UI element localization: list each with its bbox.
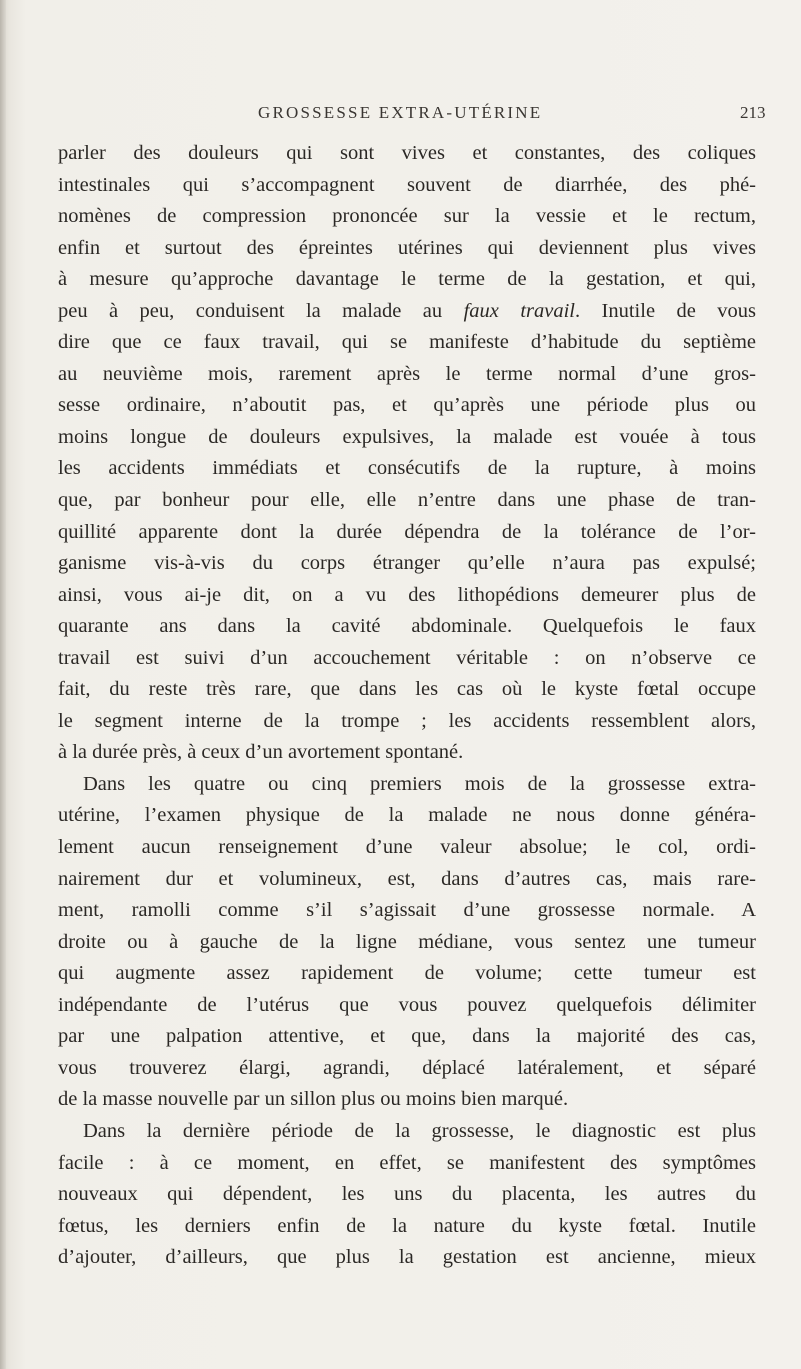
text-line: nomènes de compression prononcée sur la vessie et le rectum,	[58, 205, 756, 228]
text-line: les accidents immédiats et consécutifs de la rupture, à moins	[58, 457, 756, 480]
text-line: fœtus, les derniers enfin de la nature du kyste fœtal. Inutile	[58, 1214, 756, 1237]
text-line: lement aucun renseignement d’une valeur absolue; le col, ordi-	[58, 836, 756, 859]
text-line: ainsi, vous ai-je dit, on a vu des lithopédions demeurer plus de	[58, 583, 756, 606]
text-line: qui augmente assez rapidement de volume; cette tumeur est	[58, 962, 756, 985]
text-line: facile : à ce moment, en effet, se manifestent des symptômes	[58, 1151, 756, 1174]
text-line: d’ajouter, d’ailleurs, que plus la gestation est ancienne, mieux	[58, 1246, 756, 1269]
text-line: droite ou à gauche de la ligne médiane, vous sentez une tumeur	[58, 930, 756, 953]
text-line: travail est suivi d’un accouchement véritable : on n’observe ce	[58, 646, 756, 669]
text-line: ment, ramolli comme s’il s’agissait d’une grossesse normale. A	[58, 899, 756, 922]
text-line: indépendante de l’utérus que vous pouvez quelquefois délimiter	[58, 993, 756, 1016]
text-segment: peu à peu, conduisent la malade au	[58, 299, 464, 322]
text-line: parler des douleurs qui sont vives et constantes, des coliques	[58, 142, 756, 164]
text-line: dire que ce faux travail, qui se manifeste d’habitude du septième	[58, 331, 756, 354]
text-line: moins longue de douleurs expulsives, la malade est vouée à tous	[58, 425, 756, 448]
text-segment: . Inutile de vous	[574, 299, 756, 322]
running-title: GROSSESSE EXTRA-UTÉRINE	[258, 103, 543, 122]
text-line: à mesure qu’approche davantage le terme de la gestation, et qui,	[58, 268, 756, 291]
text-line: au neuvième mois, rarement après le terme normal d’une gros-	[58, 362, 756, 385]
text-line: ganisme vis-à-vis du corps étranger qu’elle n’aura pas expulsé;	[58, 552, 756, 575]
text-line: à la durée près, à ceux d’un avortement spontané.	[58, 741, 464, 764]
body-text	[58, 138, 756, 1274]
text-line: quillité apparente dont la durée dépendra de la tolérance de l’or-	[58, 520, 756, 543]
text-line: quarante ans dans la cavité abdominale. Quelquefois le faux	[58, 615, 756, 638]
text-line: enfin et surtout des épreintes utérines qui deviennent plus vives	[58, 236, 756, 259]
text-line: le segment interne de la trompe ; les accidents ressemblent alors,	[58, 709, 756, 732]
page-spine-shadow	[0, 0, 6, 1369]
text-line	[58, 296, 756, 328]
text-line: de la masse nouvelle par un sillon plus ou moins bien marqué.	[58, 1088, 569, 1111]
text-line: vous trouverez élargi, agrandi, déplacé latéralement, et séparé	[58, 1056, 756, 1079]
italic-term: faux travail	[463, 299, 575, 322]
page-number: 213	[740, 103, 766, 122]
text-line: sesse ordinaire, n’aboutit pas, et qu’après une période plus ou	[58, 394, 756, 417]
text-line: Dans la dernière période de la grossesse, le diagnostic est plus	[83, 1119, 756, 1142]
text-line: nairement dur et volumineux, est, dans d’autres cas, mais rare-	[58, 867, 756, 890]
text-line: nouveaux qui dépendent, les uns du placenta, les autres du	[58, 1183, 756, 1206]
text-line: fait, du reste très rare, que dans les cas où le kyste fœtal occupe	[58, 678, 756, 701]
text-line: Dans les quatre ou cinq premiers mois de la grossesse extra-	[83, 772, 756, 795]
text-line: utérine, l’examen physique de la malade ne nous donne généra-	[58, 804, 756, 827]
text-line: que, par bonheur pour elle, elle n’entre dans une phase de tran-	[58, 489, 756, 512]
text-line: par une palpation attentive, et que, dans la majorité des cas,	[58, 1025, 756, 1048]
text-line: intestinales qui s’accompagnent souvent de diarrhée, des phé-	[58, 173, 756, 196]
